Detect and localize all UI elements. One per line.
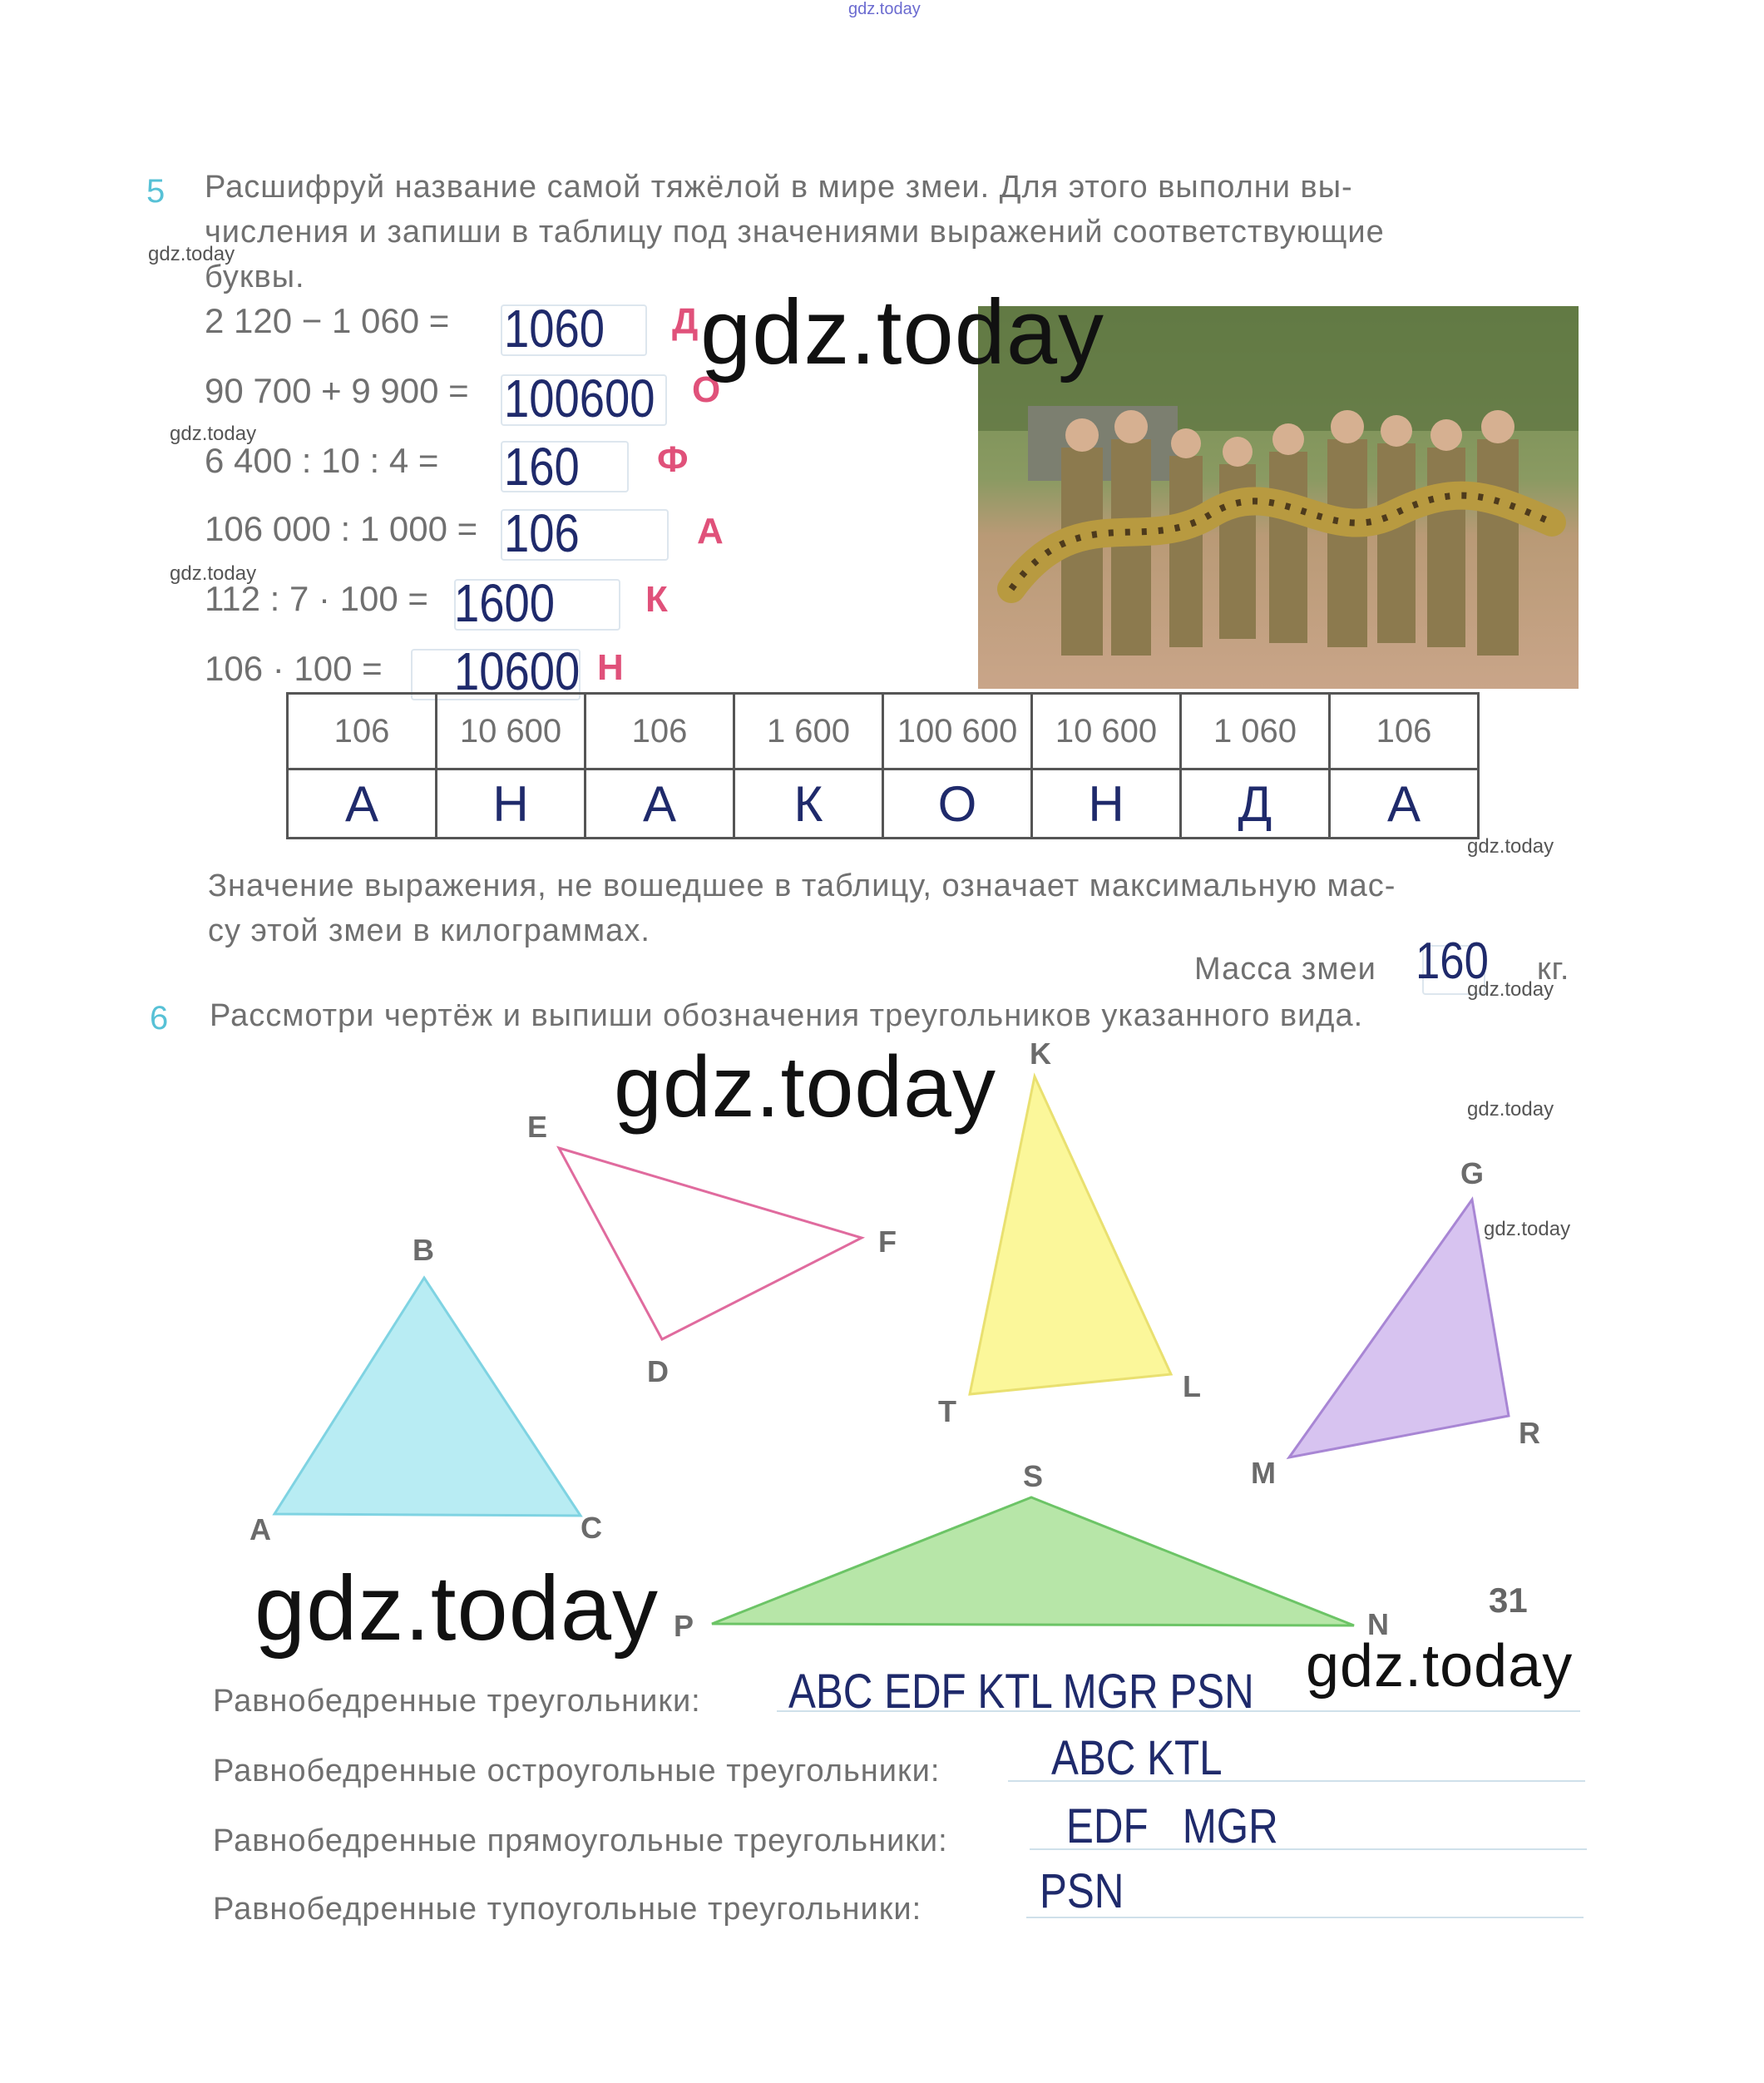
- watermark-small: gdz.today: [148, 243, 235, 265]
- vertex-b: B: [413, 1233, 434, 1267]
- vertex-k: K: [1030, 1037, 1051, 1071]
- watermark-small: gdz.today: [1467, 835, 1554, 858]
- table-letter: А: [288, 769, 437, 839]
- triangle-mgr: [1289, 1200, 1509, 1457]
- table-letter: А: [1330, 769, 1479, 839]
- task5-note-line1: Значение выражения, не вошедшее в таблицу, означает максимальную мас-: [208, 868, 1396, 903]
- expr-3: 6 400 : 10 : 4 =: [205, 441, 439, 480]
- answer-label-2: Равнобедренные остроугольные треугольники:: [213, 1754, 941, 1789]
- watermark-big: gdz.today: [1306, 1633, 1574, 1700]
- answer-label-4: Равнобедренные тупоугольные треугольники:: [213, 1892, 922, 1927]
- vertex-g: G: [1460, 1156, 1485, 1190]
- vertex-a: A: [250, 1512, 271, 1546]
- task5-number: 5: [146, 173, 166, 210]
- triangle-abc: [274, 1278, 581, 1516]
- vertex-d: D: [647, 1354, 669, 1388]
- answer-value-1: ABC EDF KTL MGR PSN: [788, 1665, 1254, 1719]
- table-letter: Д: [1181, 769, 1330, 839]
- table-value: 106: [586, 694, 734, 769]
- letter-6: Н: [597, 647, 624, 688]
- watermark-small: gdz.today: [170, 562, 257, 585]
- vertex-c: C: [581, 1511, 602, 1545]
- page-number: 31: [1489, 1581, 1528, 1620]
- triangle-psn: [712, 1497, 1354, 1625]
- letter-5: К: [645, 579, 668, 620]
- letter-1: Д: [672, 301, 699, 342]
- answer-label-3: Равнобедренные прямоугольные треугольники:: [213, 1823, 948, 1858]
- table-letter: О: [883, 769, 1032, 839]
- answer-1: 1060: [504, 299, 605, 359]
- answer-3: 160: [504, 437, 580, 497]
- vertex-e: E: [527, 1110, 548, 1144]
- table-value: 10 600: [437, 694, 586, 769]
- expr-4: 106 000 : 1 000 =: [205, 509, 478, 548]
- task5-note-line2: су этой змеи в килограммах.: [208, 913, 650, 948]
- top-watermark: gdz.today: [848, 0, 921, 18]
- expr-5: 112 : 7 · 100 =: [205, 579, 428, 618]
- letter-2: О: [692, 369, 721, 410]
- vertex-f: F: [878, 1225, 897, 1259]
- vertex-n: N: [1367, 1607, 1389, 1641]
- table-letter: А: [586, 769, 734, 839]
- table-letter: К: [734, 769, 883, 839]
- table-value: 10 600: [1032, 694, 1181, 769]
- expr-2: 90 700 + 9 900 =: [205, 371, 469, 410]
- table-value: 106: [1330, 694, 1479, 769]
- answer-6: 10600: [454, 641, 581, 701]
- mass-value: 160: [1416, 933, 1489, 990]
- task6-number: 6: [150, 1000, 169, 1037]
- letter-3: Ф: [657, 439, 689, 480]
- task5-intro-line2: числения и запиши в таблицу под значениями выражений соответствующие: [205, 215, 1385, 250]
- answer-value-3: EDF MGR: [1066, 1799, 1278, 1853]
- watermark-small: gdz.today: [1467, 978, 1554, 1001]
- answer-value-4: PSN: [1040, 1864, 1124, 1918]
- watermark-small: gdz.today: [170, 423, 257, 445]
- answer-2: 100600: [504, 369, 655, 428]
- table-value: 1 060: [1181, 694, 1330, 769]
- expr-1: 2 120 − 1 060 =: [205, 301, 450, 340]
- vertex-r: R: [1519, 1416, 1540, 1450]
- expr-6: 106 · 100 =: [205, 649, 383, 688]
- table-value: 1 600: [734, 694, 883, 769]
- letter-4: А: [697, 511, 724, 552]
- table-letter: Н: [1032, 769, 1181, 839]
- mass-label: Масса змеи: [1194, 952, 1376, 987]
- answer-5: 1600: [454, 573, 556, 633]
- task5-intro-line3: буквы.: [205, 260, 305, 294]
- answer-value-2: ABC KTL: [1051, 1731, 1223, 1785]
- triangle-ktl: [970, 1076, 1171, 1394]
- answer-4: 106: [504, 503, 580, 563]
- watermark-big: gdz.today: [254, 1557, 660, 1660]
- watermark-big: gdz.today: [614, 1039, 996, 1136]
- mass-unit: кг.: [1537, 952, 1570, 987]
- vertex-t: T: [938, 1394, 956, 1428]
- triangle-edf: [559, 1148, 862, 1339]
- watermark-small: gdz.today: [1467, 1098, 1554, 1121]
- answer-label-1: Равнобедренные треугольники:: [213, 1684, 701, 1719]
- task6-intro: Рассмотри чертёж и выпиши обозначения треугольников указанного вида.: [210, 998, 1364, 1033]
- task5-intro-line1: Расшифруй название самой тяжёлой в мире змеи. Для этого выполни вы-: [205, 170, 1353, 205]
- vertex-l: L: [1183, 1369, 1201, 1403]
- table-letter: Н: [437, 769, 586, 839]
- watermark-big: gdz.today: [700, 281, 1105, 383]
- watermark-small: gdz.today: [1484, 1218, 1571, 1240]
- vertex-s: S: [1023, 1459, 1044, 1493]
- vertex-m: M: [1251, 1456, 1276, 1490]
- table-value: 106: [288, 694, 437, 769]
- vertex-p: P: [674, 1609, 694, 1643]
- table-value: 100 600: [883, 694, 1032, 769]
